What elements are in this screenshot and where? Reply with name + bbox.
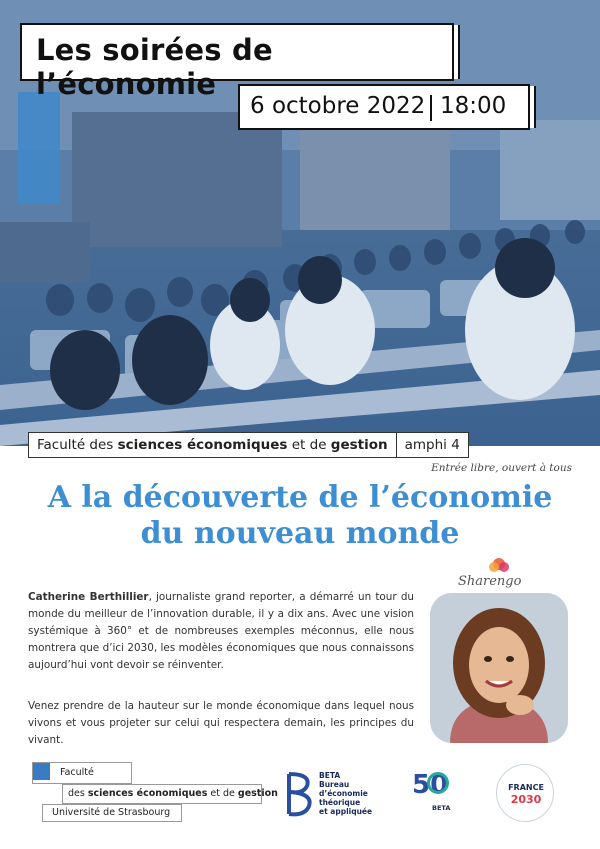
speaker-portrait-image	[430, 593, 568, 743]
venue-room: amphi 4	[404, 437, 460, 453]
france-label: FRANCE	[508, 783, 544, 792]
beta-short: BETA	[319, 771, 341, 780]
sharengo-flower-icon	[486, 556, 512, 576]
event-date: 6 octobre 2022	[250, 93, 426, 119]
headline-line-1: A la découverte de l’économie	[47, 480, 553, 515]
beta-line-2: d’économie	[319, 789, 368, 798]
event-series-title-box	[20, 23, 454, 101]
speaker-name: Catherine Berthillier	[28, 591, 149, 603]
sharengo-logo	[458, 556, 546, 590]
beta-logo	[283, 770, 373, 822]
body-paragraph-2: Venez prendre de la hauteur sur le monde économique dans lequel nous vivons et vous projeter sur celui qui respectera demain, les principes du vivant.	[28, 700, 414, 746]
headline-line-2: du nouveau monde	[140, 516, 460, 551]
beta-b-icon	[283, 770, 317, 818]
entry-note: Entrée libre, ouvert à tous	[431, 462, 572, 474]
faculty-line-3: Université de Strasbourg	[52, 807, 171, 818]
body-paragraph-1: Catherine Berthillier, journaliste grand reporter, a démarré un tour du monde du meilleur de l’innovation durable, il y a dix ans. Avec une vision systémique à 360° et de nombreuses exemples méconnus, elle nous montrera que d’ici 2030, les modèles économiques que nous connaissons aujourd’hui vont devoir se réinventer.	[28, 591, 414, 671]
beta-line-1: Bureau	[319, 780, 350, 789]
event-date-box	[238, 84, 530, 130]
event-series-title: Les soirées de l’économie	[36, 33, 273, 101]
anniv-ring-icon	[427, 772, 449, 794]
beta-50-logo	[412, 768, 462, 818]
beta-line-4: et appliquée	[319, 807, 373, 816]
venue-faculty: Faculté des sciences économiques et de gestion	[37, 437, 388, 453]
faculty-line-1: Faculté	[60, 767, 94, 778]
france-2030-logo	[496, 764, 554, 822]
beta-line-3: théorique	[319, 798, 361, 807]
anniv-number: 50	[412, 770, 449, 800]
event-time: 18:00	[440, 93, 507, 119]
anniv-label: BETA	[432, 804, 451, 812]
venue-strip	[28, 432, 469, 458]
sharengo-name: Sharengo	[458, 574, 522, 589]
speaker-portrait	[430, 593, 568, 743]
faculty-line-2: des sciences économiques et de gestion	[68, 788, 278, 799]
date-time-separator	[430, 95, 432, 121]
france-year: 2030	[510, 793, 542, 806]
faculty-logo	[32, 762, 278, 824]
